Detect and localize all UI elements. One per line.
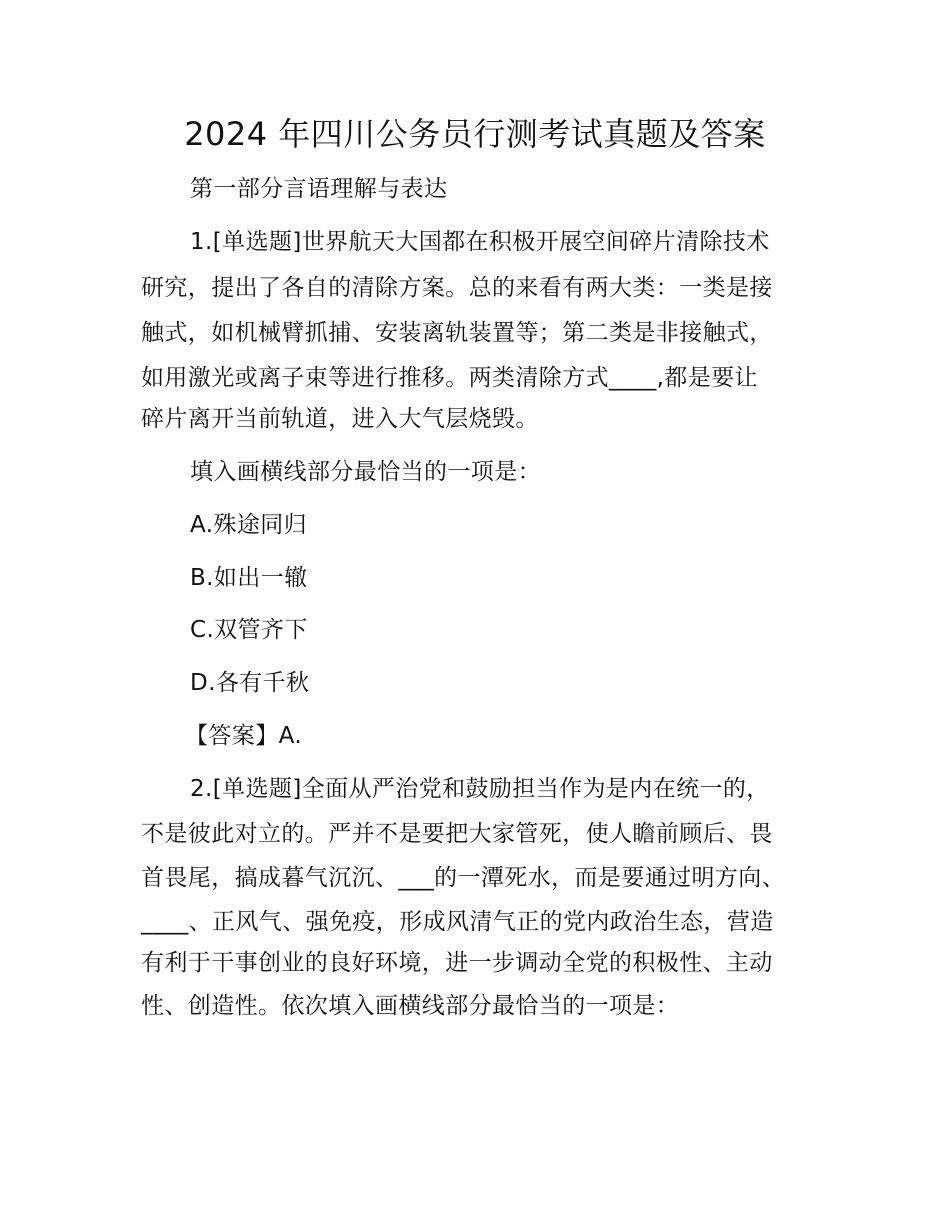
answer-label: 【答案】A. [185, 723, 303, 749]
question1-line: 研究，提出了各自的清除方案。总的来看有两大类：一类是接 [141, 275, 773, 301]
question1-line: 碎片离开当前轨道，进入大气层烧毁。 [141, 406, 539, 432]
question2-line: 首畏尾，搞成暮气沉沉、___的一潭死水，而是要通过明方向、 [141, 865, 786, 891]
question2-line: 性、创造性。依次填入画横线部分最恰当的一项是： [141, 993, 680, 1019]
option-c: C.双管齐下 [190, 617, 308, 643]
question1-line: 触式，如机械臂抓捕、安装离轨装置等；第二类是非接触式， [141, 320, 773, 346]
option-a: A.殊途同归 [190, 512, 308, 538]
section-heading: 第一部分言语理解与表达 [190, 176, 448, 202]
question2-line: ____、正风气、强免疫，形成风清气正的党内政治生态，营造 [141, 909, 774, 935]
question1-line: 1.[单选题]世界航天大国都在积极开展空间碎片清除技术 [190, 229, 770, 255]
question1-prompt: 填入画横线部分最恰当的一项是： [190, 459, 541, 485]
question2-line: 不是彼此对立的。严并不是要把大家管死，使人瞻前顾后、畏 [141, 821, 773, 847]
option-d: D.各有千秋 [190, 670, 310, 696]
document-title: 2024 年四川公务员行测考试真题及答案 [184, 115, 766, 153]
question2-line: 2.[单选题]全面从严治党和鼓励担当作为是内在统一的， [190, 776, 770, 802]
option-b: B.如出一辙 [190, 565, 308, 591]
question2-line: 有利于干事创业的良好环境，进一步调动全党的积极性、主动 [141, 950, 773, 976]
question1-line: 如用激光或离子束等进行推移。两类清除方式____,都是要让 [141, 365, 758, 391]
